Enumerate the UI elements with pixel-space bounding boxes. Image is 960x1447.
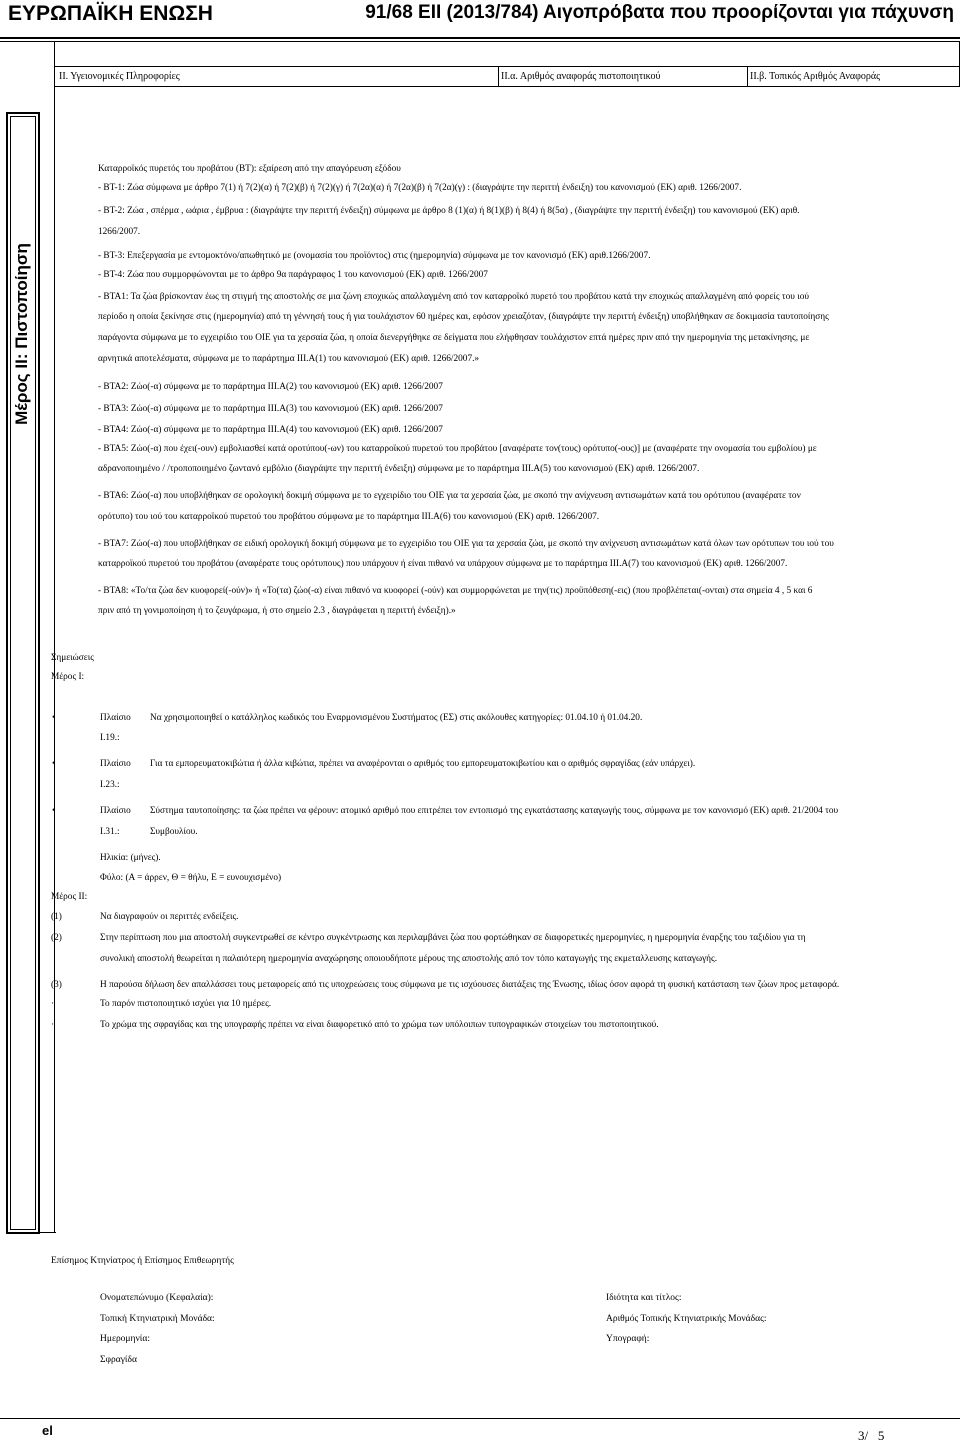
column-local-ref: ΙΙ.β. Τοπικός Αριθμός Αναφοράς bbox=[750, 71, 881, 82]
side-title bbox=[8, 194, 36, 474]
bt-intro-line: Καταρροϊκός πυρετός του προβάτου (ΒΤ): εξαίρεση από την απαγόρευση εξόδου bbox=[98, 164, 401, 174]
header-rule-thin bbox=[0, 41, 960, 42]
bta1-line-3: παράγοντα σύμφωνα με το εγχειρίδιο του ΟΙΕ για τα χερσαία ζώα, η οποία διενεργήθηκε σε δείγματα που ελήφθησαν τουλάχιστον επτά ημέρες πριν από την ημερομηνία της μετακίνησης, με bbox=[98, 333, 810, 343]
signature-signature-label: Υπογραφή: bbox=[606, 1334, 650, 1344]
bta8-line-1: - ΒΤΑ8: «Το/τα ζώα δεν κυοφορεί(-ούν)» ή «Το(τα) ζώο(-α) είναι πιθανό να κυοφορεί (-ούν) και συμμορφώνεται με την(τις) προϋπόθεση(-εις) (που προβλέπεται(-ονται) στα σημεία 4 , 5 και 6 bbox=[98, 586, 813, 596]
bt2-line: - ΒΤ-2: Ζώα , σπέρμα , ωάρια , έμβρυα : (διαγράψτε την περιττή ένδειξη) σύμφωνα με άρθρο 8 (1)(α) ή 8(1)(β) ή 8(4) ή 8(5α) , (διαγράψτε την περιττή ένδειξη) του κανονισμού (ΕΚ) αριθ. bbox=[98, 206, 800, 216]
signature-name-label: Ονοματεπώνυμο (Κεφαλαία): bbox=[100, 1293, 214, 1303]
bta7-line-1: - ΒΤΑ7: Ζώο(-α) που υποβλήθηκαν σε ειδική ορολογική δοκιμή σύμφωνα με το εγχειρίδιο του ΟΙΕ για τα χερσαία ζώα, με σκοπό την ανίχνευση αντισωμάτων κατά όλων των ορότυπων του ιού του bbox=[98, 539, 834, 549]
column-certificate-ref: ΙΙ.α. Αριθμός αναφοράς πιστοποιητικού bbox=[501, 71, 661, 82]
bta8-line-2: πριν από τη γονιμοποίηση ή το ζευγάρωμα, ή στο σημείο 2.3 , διαγράφεται η περιττή ένδειξη).» bbox=[98, 606, 456, 616]
item-1-text: Να διαγραφούν οι περιττές ενδείξεις. bbox=[100, 912, 239, 922]
signature-unit-number-label: Αριθμός Τοπικής Κτηνιατρικής Μονάδας: bbox=[606, 1314, 767, 1324]
bta1-line-4: αρνητικά αποτελέσματα, σύμφωνα με το παράρτημα ΙΙΙ.Α(1) του κανονισμού (ΕΚ) αριθ. 1266/2007.» bbox=[98, 354, 480, 364]
header-title-eu: ΕΥΡΩΠΑΪΚΗ ΕΝΩΣΗ bbox=[8, 2, 213, 25]
item-1-num: (1) bbox=[51, 912, 62, 922]
column-health-info: ΙΙ. Υγειονομικές Πληροφορίες bbox=[59, 71, 180, 82]
col-row-bottom bbox=[54, 86, 960, 87]
footer-page-number: 3/ 5 bbox=[858, 1428, 885, 1443]
bt2-line-cont: 1266/2007. bbox=[98, 227, 141, 237]
bullet-2-dot: • bbox=[52, 759, 56, 769]
item-4-text: Το παρόν πιστοποιητικό ισχύει για 10 ημέρες. bbox=[100, 999, 272, 1009]
bullet-3-code: Ι.31.: bbox=[100, 827, 120, 837]
signature-stamp-label: Σφραγίδα bbox=[100, 1355, 137, 1365]
signature-date-label: Ημερομηνία: bbox=[100, 1334, 150, 1344]
notes-part2: Μέρος ΙΙ: bbox=[51, 892, 88, 902]
signature-unit-label: Τοπική Κτηνιατρική Μονάδα: bbox=[100, 1314, 215, 1324]
bullet-2-code: Ι.23.: bbox=[100, 780, 120, 790]
footer-language: el bbox=[42, 1423, 53, 1438]
bullet-1-text: Να χρησιμοποιηθεί ο κατάλληλος κωδικός του Εναρμονισμένου Συστήματος (ΕΣ) στις ακόλουθες κατηγορίες: 01.04.10 ή 01.04.20. bbox=[150, 713, 643, 723]
item-5-num: · bbox=[51, 1020, 55, 1030]
header-certificate-title: 91/68 ΕΙΙ (2013/784) Αιγοπρόβατα που προορίζονται για πάχυνση bbox=[365, 2, 954, 23]
bullet-3-dot: • bbox=[52, 806, 56, 816]
bta4-line: - ΒΤΑ4: Ζώο(-α) σύμφωνα με το παράρτημα ΙΙΙ.Α(4) του κανονισμού (ΕΚ) αριθ. 1266/2007 bbox=[98, 425, 443, 435]
bt1-line: - ΒΤ-1: Ζώα σύμφωνα με άρθρο 7(1) ή 7(2)(α) ή 7(2)(β) ή 7(2)(γ) ή 7(2α)(α) ή 7(2α)(β) ή 7(2α)(γ) : (διαγράψτε την περιττή ένδειξη) του κανονισμού (ΕΚ) αριθ. 1266/2007. bbox=[98, 183, 742, 193]
bta5-line-1: - ΒΤΑ5: Ζώο(-α) που έχει(-ουν) εμβολιασθεί κατά ορoτύπου(-ων) του καταρροϊκού πυρετού του προβάτου [αναφέρατε τον(τους) ορότυπο(-ους)] με (αναφέρατε την ονομασία του εμβολίου) με bbox=[98, 444, 817, 454]
side-title-text: Μέρος ΙΙ: Πιστοποίηση bbox=[12, 243, 31, 425]
signature-capacity-label: Ιδιότητα και τίτλος: bbox=[606, 1293, 682, 1303]
bullet-3-label: Πλαίσιο bbox=[100, 806, 131, 816]
bullet-1-dot: • bbox=[52, 713, 56, 723]
item-3-text: Η παρούσα δήλωση δεν απαλλάσσει τους μεταφορείς από τις υποχρεώσεις τους σύμφωνα με τις ισχύουσες διατάξεις της Ένωσης, ιδίως όσον αφορά τη φυσική κατάσταση των ζώων προς μεταφορά. bbox=[100, 980, 840, 990]
notes-age: Ηλικία: (μήνες). bbox=[100, 853, 161, 863]
left-border bbox=[54, 42, 55, 1232]
col-divider-1 bbox=[498, 66, 499, 87]
signature-heading: Επίσημος Κτηνίατρος ή Επίσημος Επιθεωρητής bbox=[51, 1256, 234, 1266]
col-divider-2 bbox=[747, 66, 748, 87]
item-4-num: · bbox=[51, 999, 55, 1009]
bullet-2-text: Για τα εμπορευματοκιβώτια ή άλλα κιβώτια, πρέπει να αναφέρονται ο αριθμός του εμπορευματοκιβωτίου και ο αριθμός σφραγίδας (εάν υπάρχει). bbox=[150, 759, 696, 769]
bta6-line-1: - ΒΤΑ6: Ζώο(-α) που υποβλήθηκαν σε ορολογική δοκιμή σύμφωνα με το εγχειρίδιο του ΟΙΕ για τα χερσαία ζώα, με σκοπό την ανίχνευση αντισωμάτων κατά του ορότυπου (αναφέρατε τον bbox=[98, 491, 801, 501]
footer-rule bbox=[0, 1418, 960, 1419]
section-bottom-rule bbox=[40, 1232, 56, 1233]
item-5-text: Το χρώμα της σφραγίδας και της υπογραφής πρέπει να είναι διαφορετικό από το χρώμα των υπόλοιπων τυπογραφικών στοιχείων του πιστοποιητικού. bbox=[100, 1020, 659, 1030]
bullet-1-code: Ι.19.: bbox=[100, 733, 120, 743]
item-3-num: (3) bbox=[51, 980, 62, 990]
bta2-line: - ΒΤΑ2: Ζώο(-α) σύμφωνα με το παράρτημα ΙΙΙ.Α(2) του κανονισμού (ΕΚ) αριθ. 1266/2007 bbox=[98, 382, 443, 392]
notes-title: Σημειώσεις bbox=[51, 653, 94, 663]
bta3-line: - ΒΤΑ3: Ζώο(-α) σύμφωνα με το παράρτημα ΙΙΙ.Α(3) του κανονισμού (ΕΚ) αριθ. 1266/2007 bbox=[98, 404, 443, 414]
bta1-line-2: περίοδο η οποία ξεκίνησε στις (ημερομηνία) από τη γέννησή τους ή για τουλάχιστον 60 ημέρες και, εφόσον χρειαζόταν, (διαγράψτε την περιττή ένδειξη) υποβλήθηκαν σε δοκιμασία ταυτοποίησης bbox=[98, 312, 829, 322]
bta6-line-2: ορότυπο) του ιού του καταρροϊκού πυρετού του προβάτου σύμφωνα με το παράρτημα ΙΙΙ.Α(6) του κανονισμού (ΕΚ) αριθ. 1266/2007. bbox=[98, 512, 600, 522]
bt4-line: - ΒΤ-4: Ζώα που συμμορφώνονται με το άρθρο 9α παράγραφος 1 του κανονισμού (ΕΚ) αριθ. 1266/2007 bbox=[98, 270, 488, 280]
bullet-1-label: Πλαίσιο bbox=[100, 713, 131, 723]
bullet-2-label: Πλαίσιο bbox=[100, 759, 131, 769]
bt3-line: - ΒΤ-3: Επεξεργασία με εντομοκτόνο/απωθητικό με (ονομασία του προϊόντος) στις (ημερομηνία) σύμφωνα με τον κανονισμό (ΕΚ) αριθ.1266/2007. bbox=[98, 251, 651, 261]
header-rule-top bbox=[0, 37, 960, 39]
notes-sex: Φύλο: (Α = άρρεν, Θ = θήλυ, Ε = ευνουχισμένο) bbox=[100, 873, 282, 883]
bta5-line-2: αδρανοποιημένο / /τροποποιημένο ζωντανό εμβόλιο (διαγράψτε την περιττή ένδειξη) σύμφωνα με το παράρτημα ΙΙΙ.Α(5) του κανονισμού (ΕΚ) αριθ. 1266/2007. bbox=[98, 464, 700, 474]
bullet-3-text: Σύστημα ταυτοποίησης: τα ζώα πρέπει να φέρουν: ατομικό αριθμό που επιτρέπει τον εντοπισμό της εγκατάστασης καταγωγής τους, σύμφωνα με τον κανονισμό (ΕΚ) αριθ. 21/2004 του bbox=[150, 806, 839, 816]
item-2-text-1: Στην περίπτωση που μια αποστολή συγκεντρωθεί σε κέντρο συγκέντρωσης και περιλαμβάνει ζώα που φορτώθηκαν σε διαφορετικές ημερομηνίες, η ημερομηνία έναρξης του ταξιδίου για τη bbox=[100, 933, 806, 943]
bta7-line-2: καταρροϊκού πυρετού του προβάτου (αναφέρατε τους ορότυπους) που υπάρχουν ή είναι πιθανό να υπάρχουν σύμφωνα με το παράρτημα ΙΙΙ.Α(7) του κανονισμού (ΕΚ) αριθ. 1266/2007. bbox=[98, 559, 788, 569]
item-2-num: (2) bbox=[51, 933, 62, 943]
notes-part1: Μέρος Ι: bbox=[51, 672, 85, 682]
bullet-3-extra: Συμβουλίου. bbox=[150, 827, 198, 837]
bta1-line-1: - ΒΤΑ1: Τα ζώα βρίσκονταν έως τη στιγμή της αποστολής σε μια ζώνη εποχικώς απαλλαγμένη από τον καταρροϊκό πυρετό του προβάτου κατά την εποχικώς απαλλαγμένη από φορείς του ιού bbox=[98, 292, 809, 302]
col-row-top bbox=[54, 66, 960, 67]
item-2-text-2: συνολική αποστολή θεωρείται η παλαιότερη ημερομηνία αναχώρησης οποιουδήποτε μέρους της αποστολής από τον τόπο καταγωγής της εκμεταλλευσης καταγωγής. bbox=[100, 954, 718, 964]
